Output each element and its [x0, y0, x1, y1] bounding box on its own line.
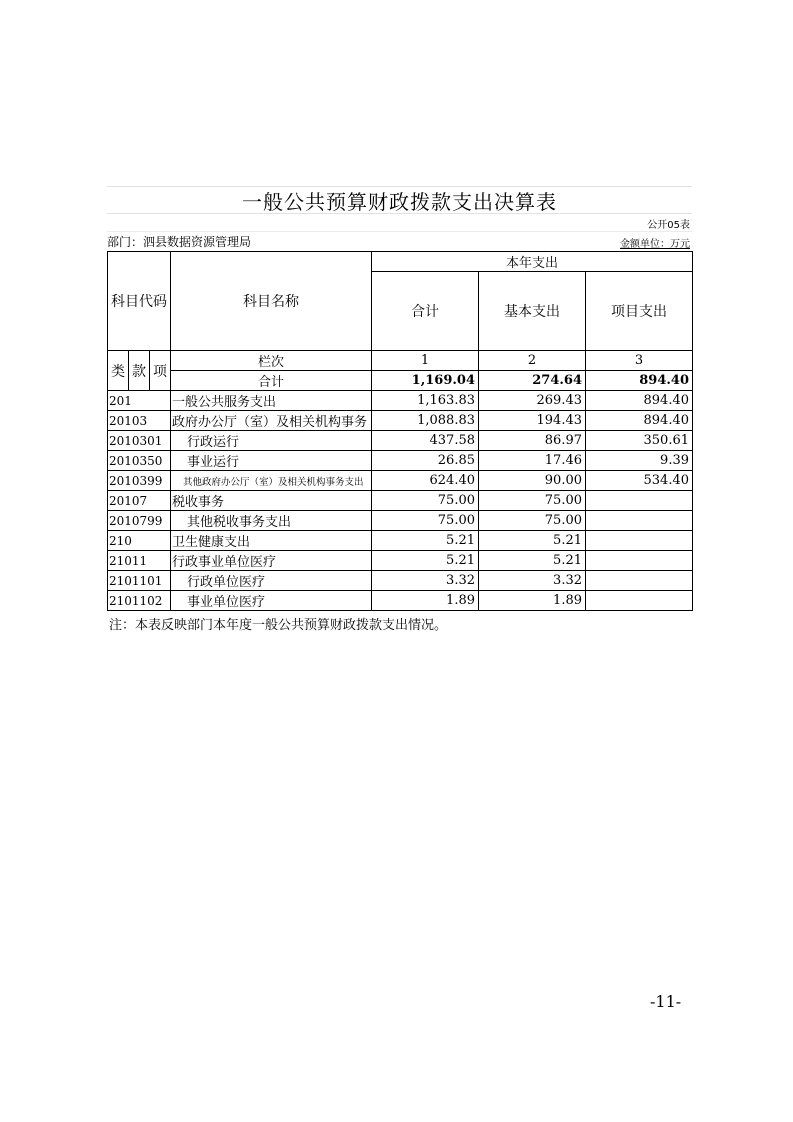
row-project — [586, 531, 693, 551]
row-project: 9.39 — [586, 451, 693, 471]
row-name: 一般公共服务支出 — [171, 391, 372, 411]
header-total: 合计 — [372, 272, 479, 351]
row-total: 437.58 — [372, 431, 479, 451]
row-project — [586, 591, 693, 611]
table-row — [108, 511, 693, 531]
row-code: 2010301 — [108, 431, 171, 451]
row-basic: 1.89 — [479, 591, 586, 611]
row-total: 26.85 — [372, 451, 479, 471]
row-total: 5.21 — [372, 531, 479, 551]
budget-sheet — [107, 186, 692, 633]
table-row — [108, 491, 693, 511]
row-project — [586, 511, 693, 531]
row-basic: 75.00 — [479, 511, 586, 531]
row-basic: 194.43 — [479, 411, 586, 431]
table-row — [108, 551, 693, 571]
row-name: 行政运行 — [171, 431, 372, 451]
row-code: 20107 — [108, 491, 171, 511]
row-project: 534.40 — [586, 471, 693, 491]
table-row — [108, 591, 693, 611]
column-number-2: 2 — [479, 351, 586, 371]
row-basic: 86.97 — [479, 431, 586, 451]
row-name: 行政单位医疗 — [171, 571, 372, 591]
row-name: 行政事业单位医疗 — [171, 551, 372, 571]
total-label: 合计 — [171, 371, 372, 391]
row-name: 卫生健康支出 — [171, 531, 372, 551]
row-code: 2010350 — [108, 451, 171, 471]
row-project: 350.61 — [586, 431, 693, 451]
total-basic: 274.64 — [479, 371, 586, 391]
header-kuan: 款 — [129, 351, 150, 391]
row-name: 政府办公厅（室）及相关机构事务 — [171, 411, 372, 431]
row-code: 2101101 — [108, 571, 171, 591]
row-basic: 269.43 — [479, 391, 586, 411]
column-number-label: 栏次 — [171, 351, 372, 371]
unit-label: 金额单位：万元 — [620, 239, 690, 250]
total-amount: 1,169.04 — [372, 371, 479, 391]
header-current-year: 本年支出 — [372, 252, 693, 272]
row-basic: 90.00 — [479, 471, 586, 491]
row-project: 894.40 — [586, 411, 693, 431]
row-basic: 5.21 — [479, 531, 586, 551]
row-project — [586, 491, 693, 511]
table-row — [108, 411, 693, 431]
table-title: 一般公共预算财政拨款支出决算表 — [107, 186, 692, 214]
row-basic: 17.46 — [479, 451, 586, 471]
row-code: 210 — [108, 531, 171, 551]
header-row-1 — [108, 252, 693, 272]
row-total: 1.89 — [372, 591, 479, 611]
table-row — [108, 391, 693, 411]
row-total: 3.32 — [372, 571, 479, 591]
row-basic: 75.00 — [479, 491, 586, 511]
total-project: 894.40 — [586, 371, 693, 391]
row-code: 2010799 — [108, 511, 171, 531]
row-basic: 5.21 — [479, 551, 586, 571]
column-number-1: 1 — [372, 351, 479, 371]
row-name: 税收事务 — [171, 491, 372, 511]
table-row — [108, 531, 693, 551]
row-project — [586, 571, 693, 591]
row-code: 21011 — [108, 551, 171, 571]
row-code: 2101102 — [108, 591, 171, 611]
column-number-row — [108, 351, 693, 371]
row-total: 1,163.83 — [372, 391, 479, 411]
column-number-3: 3 — [586, 351, 693, 371]
table-row — [108, 571, 693, 591]
row-name: 其他税收事务支出 — [171, 511, 372, 531]
form-number: 公开05表 — [647, 220, 690, 231]
row-code: 201 — [108, 391, 171, 411]
row-name: 事业运行 — [171, 451, 372, 471]
header-xiang: 项 — [150, 351, 171, 391]
table-row — [108, 451, 693, 471]
header-subject-code: 科目代码 — [108, 252, 171, 351]
table-row — [108, 431, 693, 451]
department-label: 部门：泗县数据资源管理局 — [107, 235, 252, 249]
row-code: 20103 — [108, 411, 171, 431]
department-row — [107, 232, 692, 251]
header-lei: 类 — [108, 351, 129, 391]
row-name: 其他政府办公厅（室）及相关机构事务支出 — [171, 471, 372, 491]
row-project: 894.40 — [586, 391, 693, 411]
row-basic: 3.32 — [479, 571, 586, 591]
page-number: -11- — [650, 992, 682, 1011]
row-project — [586, 551, 693, 571]
row-total: 1,088.83 — [372, 411, 479, 431]
row-total: 5.21 — [372, 551, 479, 571]
row-total: 624.40 — [372, 471, 479, 491]
row-total: 75.00 — [372, 491, 479, 511]
table-note: 注：本表反映部门本年度一般公共预算财政拨款支出情况。 — [109, 618, 448, 633]
table-row — [108, 471, 693, 491]
row-name: 事业单位医疗 — [171, 591, 372, 611]
header-basic: 基本支出 — [479, 272, 586, 351]
form-number-row — [107, 214, 692, 232]
row-total: 75.00 — [372, 511, 479, 531]
header-subject-name: 科目名称 — [171, 252, 372, 351]
row-code: 2010399 — [108, 471, 171, 491]
expenditure-table — [107, 251, 693, 611]
total-row — [108, 371, 693, 391]
header-project: 项目支出 — [586, 272, 693, 351]
